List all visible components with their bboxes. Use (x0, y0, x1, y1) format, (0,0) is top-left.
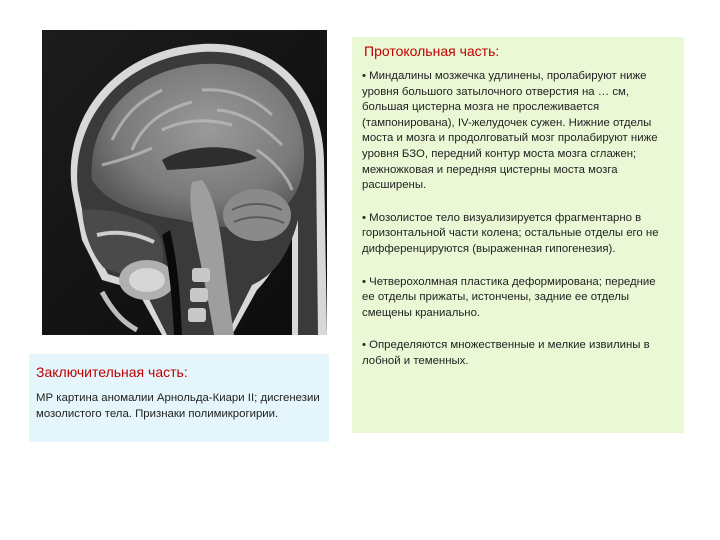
mri-sagittal-image (42, 30, 327, 335)
protocol-paragraph: • Мозолистое тело визуализируется фрагментарно в горизонтальной части колена; остальные отделы его не дифференцируются (выраженная гипогенезия). (362, 211, 659, 255)
protocol-title: Протокольная часть: (364, 43, 500, 59)
conclusion-title: Заключительная часть: (36, 364, 188, 380)
protocol-section (352, 37, 684, 433)
conclusion-section (29, 354, 329, 442)
protocol-paragraph: • Четверохолмная пластика деформирована; передние ее отделы прижаты, истончены, задние ее отделы смещены краниально. (362, 275, 656, 319)
protocol-paragraph: • Миндалины мозжечка удлинены, пролабируют ниже уровня большого затылочного отверстия на … см, большая цистерна мозга не прослеживается (тампонирована), IV-желудочек сужен. Нижние отделы моста и мозга и продолговатый мозг пролабируют ниже уровня БЗО, передний контур моста мозга сглажен; межножковая и передняя цистерны моста мозга расширены. (362, 70, 658, 192)
conclusion-text: МР картина аномалии Арнольда-Киари II; дисгенезии мозолистого тела. Признаки полимикрогирии. (36, 392, 320, 420)
protocol-paragraph: • Определяются множественные и мелкие извилины в лобной и теменных. (362, 339, 650, 367)
